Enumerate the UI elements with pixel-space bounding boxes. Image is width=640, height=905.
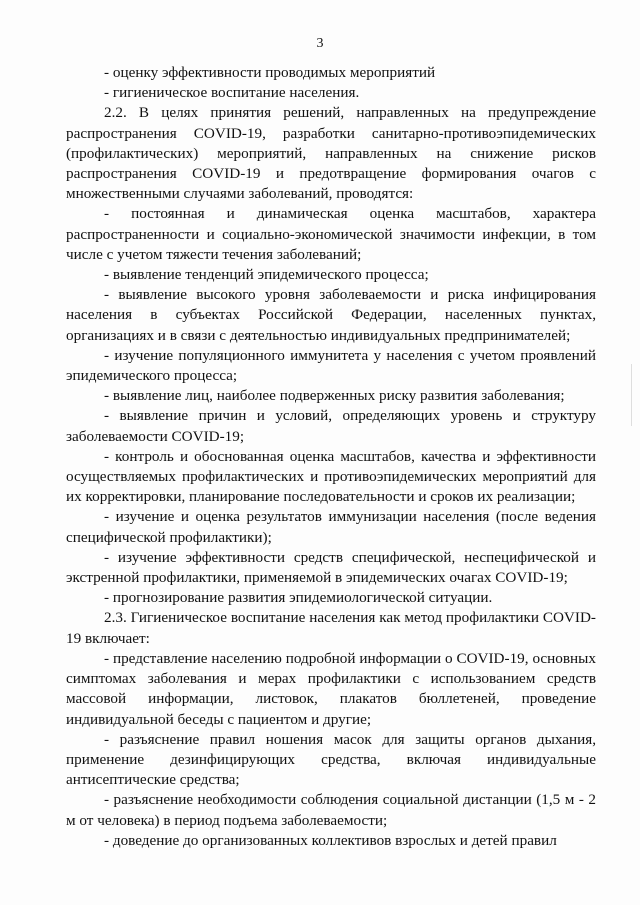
page-number: 3 [316,36,324,51]
section-paragraph-2-3: 2.3. Гигиеническое воспитание населения как метод профилактики COVID-19 включает: [66,609,596,647]
section-paragraph-2-2: 2.2. В целях принятия решений, направленных на предупреждение распространения COVID-19, разработки санитарно-противоэпидемических (профилактических) мероприятий, направленных на снижение рисков распространения COVID-19 и предотвращение формирования очагов с множественными случаями заболеваний, проводятся: [66,104,596,203]
list-item: - изучение эффективности средств специфической, неспецифической и экстренной профилактики, применяемой в эпидемических очагах COVID-19; [66,548,596,587]
list-item: - представление населению подробной информации о COVID-19, основных симптомах заболевания и мерах профилактики с использованием средств массовой информации, листовок, плакатов бюллетеней, проведение индивидуальной беседы с пациентом и другие; [66,649,596,728]
list-item: - выявление причин и условий, определяющих уровень и структуру заболеваемости COVID-19; [66,407,596,445]
list-item: - разъяснение необходимости соблюдения социальной дистанции (1,5 м - 2 м от человека) в период подъема заболеваемости; [66,791,596,829]
list-item: - контроль и обоснованная оценка масштабов, качества и эффективности осуществляемых профилактических и противоэпидемических мероприятий для их корректировки, планирование последовательности и сроков их реализации; [66,447,596,506]
list-item: - выявление тенденций эпидемического процесса; [104,266,429,284]
list-item: - разъяснение правил ношения масок для защиты органов дыхания, применение дезинфицирующих средства, включая индивидуальные антисептические средства; [66,730,596,789]
document-body [66,63,596,851]
list-item: - оценку эффективности проводимых мероприятий [104,64,436,81]
list-item: - гигиеническое воспитание населения. [104,84,360,102]
scan-edge-mark [631,364,638,426]
list-item: - выявление высокого уровня заболеваемости и риска инфицирования населения в субъектах Российской Федерации, населенных пунктах, организациях и в связи с деятельностью индивидуальных предпринимателей; [66,286,596,344]
list-item: - прогнозирование развития эпидемиологической ситуации. [104,589,493,607]
list-item: - изучение и оценка результатов иммунизации населения (после ведения специфической профилактики); [66,508,596,546]
list-item: - выявление лиц, наиболее подверженных риску развития заболевания; [104,387,565,405]
list-item: - постоянная и динамическая оценка масштабов, характера распространенности и социально-экономической значимости инфекции, в том числе с учетом тяжести течения заболеваний; [66,205,596,263]
list-item: - доведение до организованных коллективов взрослых и детей правил [104,831,557,849]
list-item: - изучение популяционного иммунитета у населения с учетом проявлений эпидемического процесса; [66,346,596,385]
